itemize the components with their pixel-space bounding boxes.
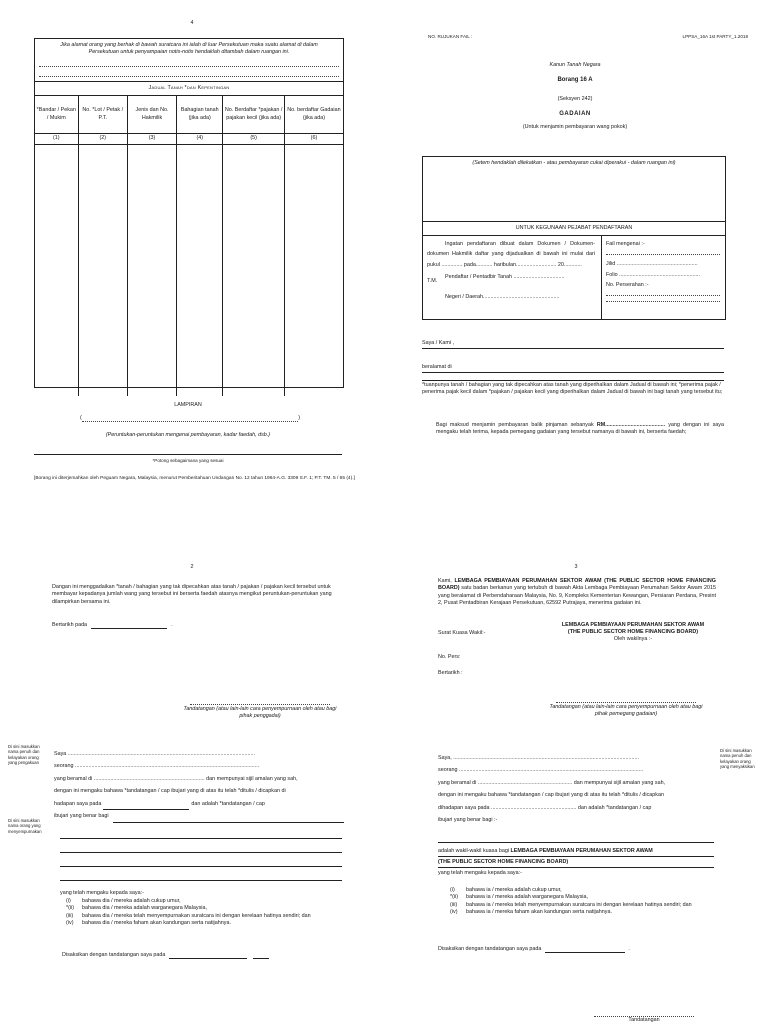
ack-item: (i) bahawa ia / mereka adalah cukup umur, (450, 887, 562, 893)
attestation (54, 748, 344, 823)
office-divider (601, 235, 602, 319)
col-header-1: *Bandar / Pekan / Mukim (35, 96, 78, 134)
col-header-5: No. Berdaftar *pajakan / pajakan kecil (jika ada) (223, 96, 285, 134)
dated-field[interactable] (91, 622, 167, 629)
office-title: UNTUK KEGUNAAN PEJABAT PENDAFTARAN (515, 225, 633, 231)
ref-code: LPPSA_16A 1st PARTY_1.2018 (682, 34, 748, 39)
registrar-line: Pendaftar / Pentadbir Tanah .................................. (445, 273, 565, 280)
perserahan-label: No. Perserahan :- (606, 281, 649, 288)
schedule-cell[interactable] (284, 144, 343, 396)
office-file-info (606, 239, 720, 302)
form-number: Borang 16 A (557, 77, 593, 83)
agent-org-2: (THE PUBLIC SECTOR HOME FINANCING BOARD) (438, 859, 569, 865)
ack-list (450, 887, 716, 916)
witness-date-field[interactable] (545, 946, 625, 953)
page-3 (384, 512, 768, 1024)
attest-line-3: yang beramal di .......................................................................... dan mempunyai sijil amalan yang sah, (54, 775, 298, 782)
agent-label: adalah wakil-wakil kuasa bagi (438, 848, 510, 854)
poa-label: Surat Kuasa Wakil:- (438, 630, 486, 636)
party-line[interactable] (60, 880, 342, 881)
signature-line[interactable] (190, 700, 330, 705)
attest-line-3: yang beramal di ............................................................... dan mempunyai sijil amalan yang sah, (438, 779, 666, 786)
kami-label: Kami, (438, 578, 452, 584)
section: (Seksyen 242) (557, 96, 593, 102)
ack-item: *(ii) bahawa dia / mereka adalah warganegara Malaysia, (66, 905, 207, 912)
ack-label: yang telah mengaku kepada saya:- (60, 890, 144, 896)
loan-rest: yang dengan ini saya mengaku telah terima, kepada pemegang gadaian yang tersebut namanya di bawah ini, berserta faedah; (436, 422, 725, 436)
footnote: *Potong sebagaimana yang sesuai (152, 458, 224, 463)
act-name: Kanun Tanah Negara (549, 62, 601, 68)
col-number: (6) (284, 134, 343, 144)
fail-line[interactable] (606, 249, 720, 255)
col-number: (3) (127, 134, 176, 144)
loan-amount[interactable]: RM........................................ (596, 422, 666, 428)
agent-org-1: LEMBAGA PEMBIAYAAN PERUMAHAN SEKTOR AWAM (510, 848, 653, 854)
address-label: beralamat di (422, 364, 452, 370)
pers-label: No. Pers: (438, 654, 461, 660)
col-number: (4) (177, 134, 223, 144)
page-number: 4 (190, 20, 194, 26)
fail-label: Fail mengenai :- (606, 241, 645, 247)
page-4 (0, 0, 384, 512)
col-number: (5) (223, 134, 285, 144)
margin-note: Di sini masukkan nama penuh dan kelayakan orang yang menyaksikan (720, 748, 755, 770)
dated-row: Bertarikh pada . (52, 622, 173, 628)
tm-label: T.M. (427, 277, 438, 284)
col-header-4: Bahagian tanah (jika ada) (177, 96, 223, 134)
schedule-title: Jadual Tanah *dan Kepentingan (148, 84, 230, 91)
witness-year-field[interactable] (253, 952, 269, 959)
address-field[interactable] (422, 372, 724, 373)
page-1 (384, 0, 768, 512)
col-header-2: No. *Lot / Petak / P.T. (78, 96, 127, 134)
state-line: Negeri / Daerah................................................... (445, 294, 560, 301)
org-sig-by: Oleh wakilnya :- (613, 636, 653, 642)
address-line-1[interactable] (39, 59, 339, 67)
schedule-cell[interactable] (223, 144, 285, 396)
lampiran-line[interactable]: ( ) (80, 414, 300, 421)
attest-line-2: seorang ........................................................................................................................... (54, 763, 260, 770)
attest-line-4: dengan ini mengaku bahawa *tandatangan / cap ibujari yang di atas itu telah *ditulis / dicapkan (438, 792, 664, 799)
stamp-box (422, 156, 726, 320)
address-line-2[interactable] (39, 69, 339, 77)
col-number: (2) (78, 134, 127, 144)
attest-date-field[interactable] (103, 801, 189, 810)
attest-line-6: ibujari yang benar bagi (54, 813, 109, 820)
schedule-box (34, 38, 344, 388)
ack-item: (iv) bahawa dia / mereka faham akan kandungan serta natijahnya. (66, 919, 231, 926)
ack-item: *(ii) bahawa ia / mereka adalah warganegara Malaysia, (450, 894, 588, 901)
margin-note-1: Di sini masukkan nama penuh dan kelayakan orang yang pengakuan (8, 744, 40, 766)
agent-line (438, 848, 718, 855)
mortgagee-signature-caption: Tandatangan (atau lain-lain cara penyempurnaan oleh atau bagi pihak pemegang gadaian) (549, 704, 703, 718)
schedule-cell[interactable] (78, 144, 127, 396)
ack-item: (iii) bahawa dia / mereka telah menyempurnakan suratcara ini dengan kerelaan hatinya sendiri; dan (66, 912, 311, 919)
stamp-note: (Setem hendaklah dilekatkan - atau pembayaran cukai diperakui - dalam ruangan ini) (472, 160, 676, 166)
col-header-6: No. berdaftar Gadaian (jika ada) (287, 107, 341, 121)
attest-line-1: Saya ............................................................................................................................. (54, 751, 255, 757)
witness-label: Disaksikan dengan tandatangan saya pada (438, 946, 542, 952)
ref-label: NO. RUJUKAN FAIL : (428, 34, 473, 39)
party-line[interactable] (60, 852, 342, 853)
loan-text: Bagi maksud menjamin pembayaran balik pinjaman sebanyak (436, 422, 594, 428)
org-sig-2: (THE PUBLIC SECTOR HOME FINANCING BOARD) (567, 629, 699, 635)
ack-item: (iii) bahawa ia / mereka telah menyempurnakan suratcara ini dengan kerelaan hatinya sendiri; dan (450, 901, 692, 908)
form-title: GADAIAN (559, 111, 591, 117)
overseas-address-note: Jika alamat orang yang berhak di bawah suratcara ini ialah di luar Persekutuan maka suatu alamat di dalam Persekutuan untuk penyampaian notis-notis hendaklah ditambah dalam ruangan ini. (60, 42, 318, 56)
schedule-cell[interactable] (127, 144, 176, 396)
lampiran-note: (Peruntukan-peruntukan mengenai pembayaran, kadar faedah, dsb.) (105, 432, 271, 438)
lampiran-title: LAMPIRAN (174, 402, 202, 408)
ack-item: (i) bahawa dia / mereka adalah cukup umur, (66, 898, 181, 904)
attest-line-6: ibujari yang benar bagi :- (438, 817, 498, 824)
page-number: 3 (574, 564, 578, 570)
jilid-line: Jilid ...................................................... (606, 261, 698, 268)
ack-label: yang telah mengaku kepada saya:- (438, 870, 522, 876)
folio-line: Folio ...................................................... (606, 271, 701, 278)
witness-row: Disaksikan dengan tandatangan saya pada . (438, 946, 630, 952)
org-name: LEMBAGA PEMBIAYAAN PERUMAHAN SEKTOR AWAM (THE PUBLIC SECTOR HOME FINANCING BOARD) (438, 578, 717, 592)
attest-line-4: dengan ini mengaku bahawa *tandatangan / cap ibujari yang di atas itu telah *ditulis / dicapkan di (54, 788, 286, 795)
bottom-signature-caption: Tandatangan (628, 1017, 660, 1023)
attest-name-field[interactable] (113, 814, 344, 823)
translation-footer: [Borang ini diterjemahkan oleh Peguam Negara, Malaysia, menurut Pemberitahuan Undangan No. 12 tahun 1964-A.G. 3309 S.F. 1; P.T. TM. 5 / 65 (4).] (34, 476, 355, 481)
party-line[interactable] (60, 838, 342, 839)
witness-label: Disaksikan dengan tandatangan saya pada (62, 952, 166, 958)
address-field-2[interactable] (422, 380, 724, 381)
org-details: satu badan berkanun yang tertubuh di bawah Akta Lembaga Pembiayaan Perumahan Sektor Awam 2015 yang beralamat di Perbendaharaan Malaysia, No. 9, Kompleks Kementerian Kewangan, Persiaran Perdana, Presint 2, Pusat Pentadbiran Kerajaan Persekutuan, 62592 Putrajaya, menerima gadaian ini. (438, 585, 716, 606)
name-field[interactable] (422, 348, 724, 349)
ack-item: (iv) bahawa ia / mereka faham akan kandungan serta natijahnya. (450, 908, 612, 915)
loan-paragraph (436, 422, 724, 437)
signature-line[interactable] (556, 698, 696, 703)
org-sig-1: LEMBAGA PEMBIAYAAN PERUMAHAN SEKTOR AWAM (561, 622, 705, 628)
attest-line-1: Saya, ............................................................................................................................ (438, 755, 639, 761)
office-registration-text (427, 239, 595, 302)
perserahan-line-2[interactable] (606, 296, 720, 302)
schedule-table (35, 96, 343, 396)
divider (34, 454, 342, 455)
mortgagee-paragraph (438, 578, 716, 607)
owner-note: *tuanpunya tanah / bahagian yang tak dipecahkan atas tanah yang diperihalkan dalam Jadual di bawah ini; *penerima pajak / penerima pajak kecil dalam *pajakan / pajakan kecil yang diperihalkan dalam Jadual di bawah ini bagi tanah yang tersebut itu; (422, 382, 723, 396)
witness-row (62, 952, 269, 959)
mortgagor-signature-caption: Tandatangan (atau lain-lain cara penyempurnaan oleh atau bagi pihak penggadai) (183, 706, 337, 720)
witness-date-field[interactable] (169, 952, 247, 959)
col-header-3: Jenis dan No. Hakmilik (127, 96, 176, 134)
registration-memo: Ingatan pendaftaran dibuat dalam Dokumen / Dokumen-dokumen Hakmilik daftar yang dijadualkan di bawah ini mulai dari pukul .............. pada........... haribulan........................... 20............ (427, 241, 595, 268)
col-number: (1) (35, 134, 78, 144)
attest-line-5: dihadapan saya pada ......................................................... dan adalah *tandatangan / cap (438, 804, 652, 811)
schedule-cell[interactable] (177, 144, 223, 396)
page-number: 2 (190, 564, 194, 570)
saya-label: Saya / Kami , (422, 340, 455, 346)
divider (438, 867, 714, 868)
divider (423, 235, 725, 236)
attest-line-2: seorang ........................................................................................................................... (438, 767, 644, 774)
attestation (438, 752, 716, 827)
mortgage-text: Dangan ini menggadaikan *tanah / bahagian yang tak dipecahkan atas tanah / pajakan / pajakan kecil tersebut untuk membayar kepadanya jumlah wang yang tersebut ini berserta faedah atasnya mengikut peruntukan-peruntukan yang dilampirkan bersama ini. (52, 584, 332, 605)
page-2 (0, 512, 384, 1024)
attest-line-5b: dan adalah *tandatangan / cap (191, 800, 265, 807)
margin-note-2: Di sini masukkan nama orang yang menyempurnakan (8, 818, 42, 834)
attest-line-5a: hadapan saya pada (54, 800, 102, 807)
ack-list (66, 898, 342, 927)
party-line[interactable] (438, 842, 714, 843)
dated-label: Bertarikh pada (52, 622, 88, 628)
schedule-cell[interactable] (35, 144, 78, 396)
divider (423, 221, 725, 222)
divider (438, 856, 714, 857)
form-subtitle: (Untuk menjamin pembayaran wang pokok) (522, 124, 628, 130)
party-line[interactable] (60, 866, 342, 867)
dated-label: Bertarikh : (438, 670, 463, 676)
